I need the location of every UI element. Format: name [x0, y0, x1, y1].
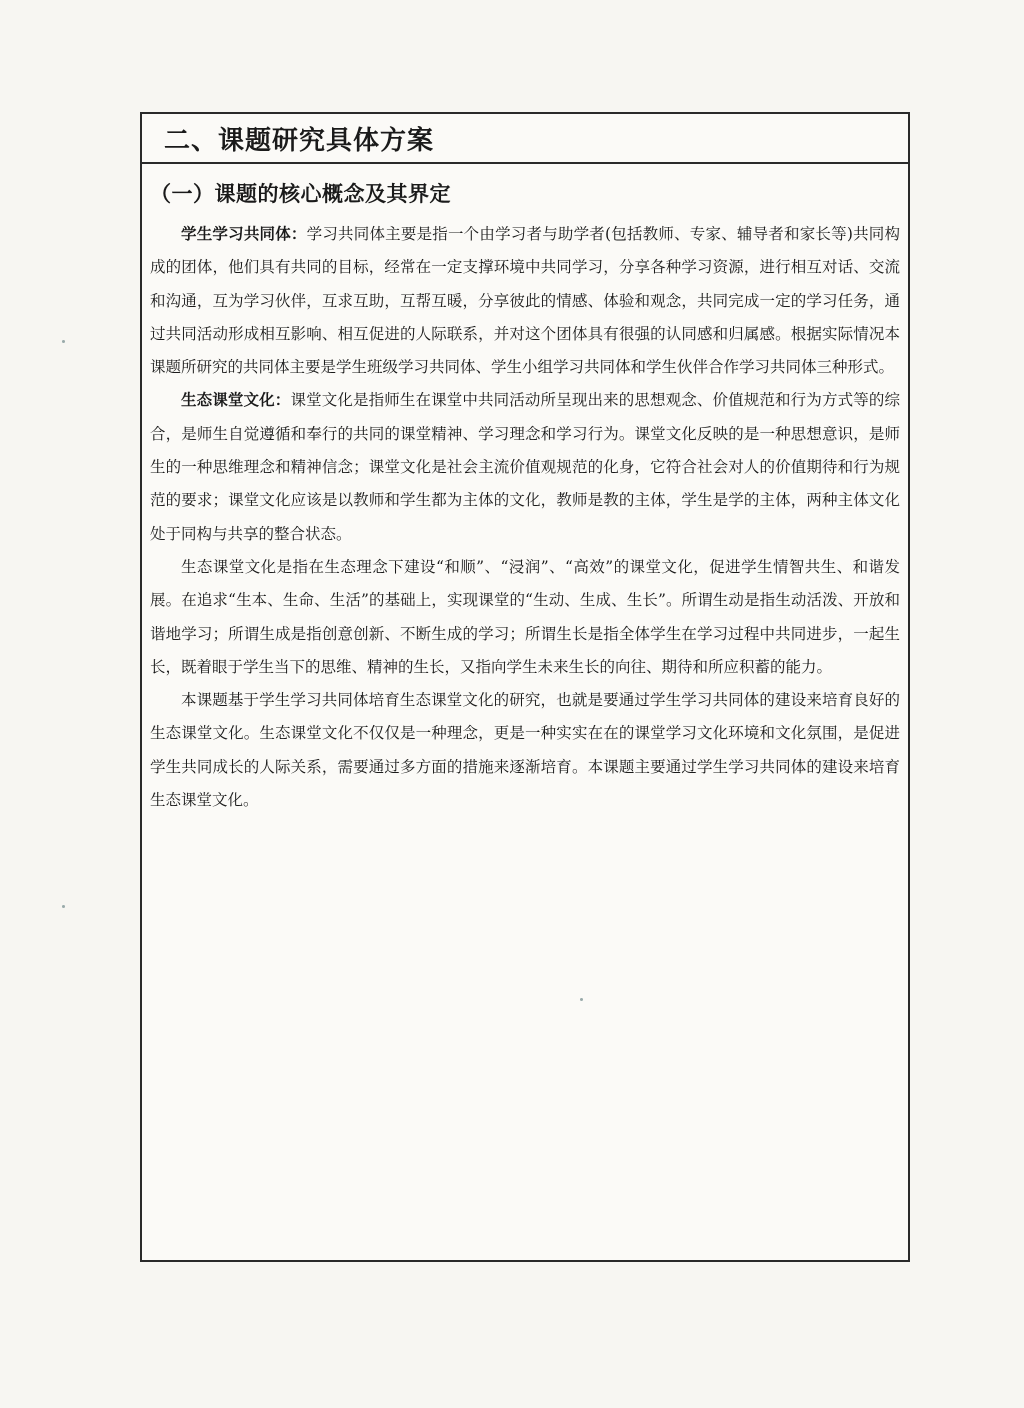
- section-header: [142, 114, 908, 164]
- paragraph-text: 学习共同体主要是指一个由学习者与助学者(包括教师、专家、辅导者和家长等)共同构成的团体，他们具有共同的目标，经常在一定支撑环境中共同学习，分享各种学习资源，进行相互对话、交流和沟通，互为学习伙伴，互求互助，互帮互暖，分享彼此的情感、体验和观念，共同完成一定的学习任务，通过共同活动形成相互影响、相互促进的人际联系，并对这个团体具有很强的认同感和归属感。根据实际情况本课题所研究的共同体主要是学生班级学习共同体、学生小组学习共同体和学生伙伴合作学习共同体三种形式。: [150, 225, 900, 377]
- paragraph-text: 本课题基于学生学习共同体培育生态课堂文化的研究，也就是要通过学生学习共同体的建设来培育良好的生态课堂文化。生态课堂文化不仅仅是一种理念，更是一种实实在在的课堂学习文化环境和文化氛围，是促进学生共同成长的人际关系，需要通过多方面的措施来逐渐培育。本课题主要通过学生学习共同体的建设来培育生态课堂文化。: [150, 691, 900, 810]
- paragraph-learning-community: [150, 218, 900, 384]
- paragraph-eco-culture-definition: [150, 551, 900, 684]
- paragraph-text: 课堂文化是指师生在课堂中共同活动所呈现出来的思想观念、价值规范和行为方式等的综合，是师生自觉遵循和奉行的共同的课堂精神、学习理念和学习行为。课堂文化反映的是一种思想意识，是师生的一种思维理念和精神信念；课堂文化是社会主流价值观规范的化身，它符合社会对人的价值期待和行为规范的要求；课堂文化应该是以教师和学生都为主体的文化，教师是教的主体，学生是学的主体，两种主体文化处于同构与共享的整合状态。: [150, 391, 900, 543]
- scan-speck: [62, 340, 65, 343]
- subsection-title: （一）课题的核心概念及其界定: [150, 182, 451, 206]
- scan-speck: [580, 998, 583, 1001]
- paragraph-text: 生态课堂文化是指在生态理念下建设“和顺”、“浸润”、“高效”的课堂文化，促进学生情智共生、和谐发展。在追求“生本、生命、生活”的基础上，实现课堂的“生动、生成、生长”。所谓生动是指生动活泼、开放和谐地学习；所谓生成是指创意创新、不断生成的学习；所谓生长是指全体学生在学习过程中共同进步，一起生长，既着眼于学生当下的思维、精神的生长，又指向学生未来生长的向往、期待和所应积蓄的能力。: [150, 557, 900, 676]
- document-frame: [140, 112, 910, 1262]
- scan-speck: [62, 905, 65, 908]
- section-title: 二、课题研究具体方案: [164, 125, 435, 156]
- term-learning-community: 学生学习共同体：: [181, 225, 307, 243]
- paragraph-eco-classroom-culture: [150, 384, 900, 550]
- paragraph-research-summary: [150, 684, 900, 817]
- term-eco-classroom-culture: 生态课堂文化：: [181, 391, 291, 410]
- section-body: [142, 164, 908, 817]
